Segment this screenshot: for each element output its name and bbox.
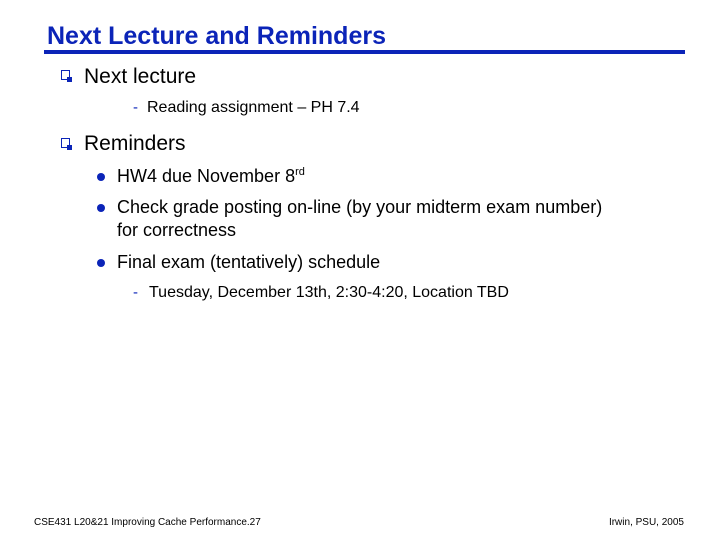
dot-bullet-icon — [97, 173, 105, 181]
square-bullet-icon — [61, 138, 70, 148]
subitem-text: Reading assignment – PH 7.4 — [147, 99, 360, 116]
section-heading: Reminders — [84, 132, 186, 155]
reminder-item — [117, 196, 602, 242]
footer-left: CSE431 L20&21 Improving Cache Performance.27 — [34, 517, 261, 528]
footer-right: Irwin, PSU, 2005 — [608, 517, 684, 528]
reminder-item-superscript: rd — [295, 166, 305, 178]
reminder-item-text: HW4 due November 8 — [117, 166, 296, 186]
dash-bullet-icon: - — [133, 284, 138, 301]
subitem-text: Tuesday, December 13th, 2:30-4:20, Location TBD — [149, 284, 509, 301]
reminder-item: Final exam (tentatively) schedule — [117, 252, 381, 272]
section-heading: Next lecture — [84, 65, 197, 88]
title-underline — [44, 50, 685, 54]
dot-bullet-icon — [97, 204, 105, 212]
slide-title: Next Lecture and Reminders — [47, 22, 386, 50]
dash-bullet-icon: - — [133, 99, 138, 116]
reminder-item — [117, 165, 305, 188]
reminder-item-line2: for correctness — [117, 220, 237, 240]
square-bullet-icon — [61, 70, 70, 80]
dot-bullet-icon — [97, 259, 105, 267]
reminder-item-line1: Check grade posting on-line (by your midterm exam number) — [117, 197, 603, 217]
